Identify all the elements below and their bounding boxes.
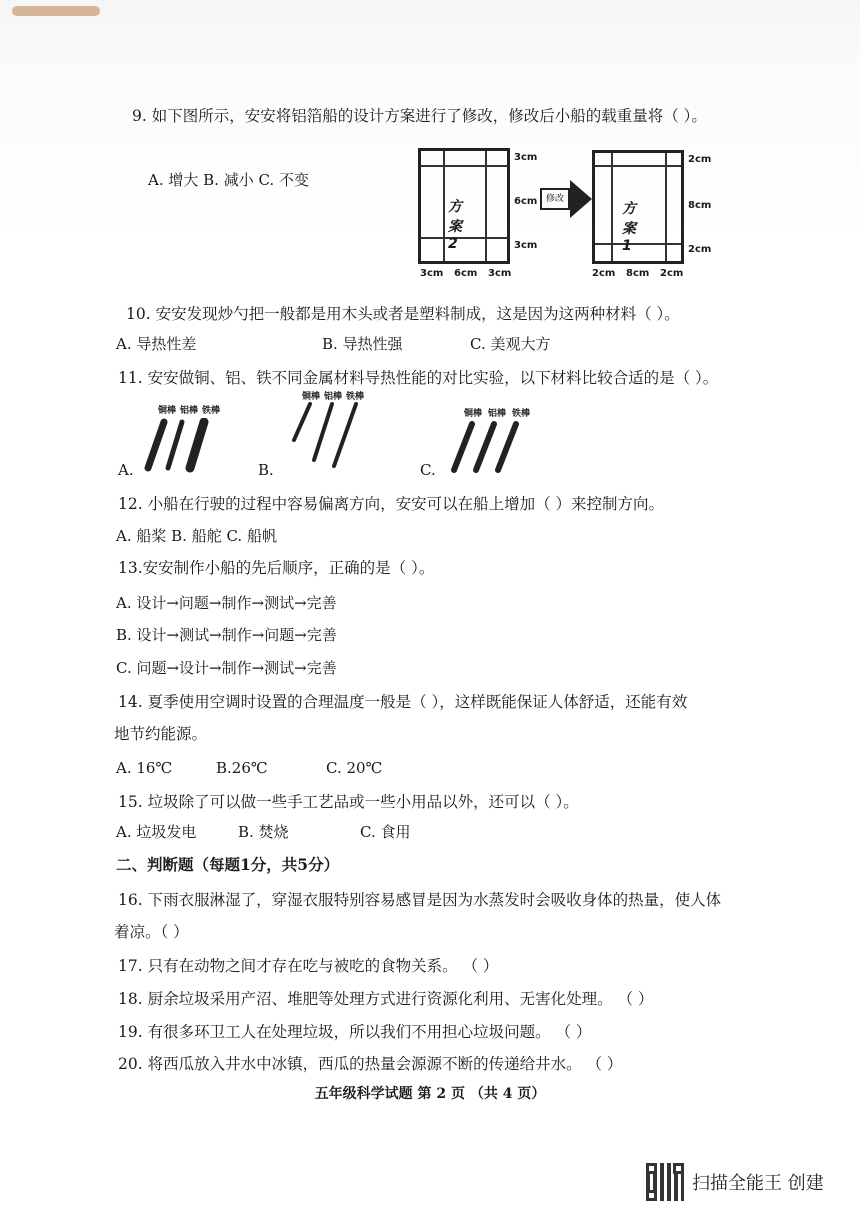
question-9: 9. 如下图所示，安安将铝箔船的设计方案进行了修改，修改后小船的载重量将（ ）。	[132, 107, 707, 125]
modify-arrow-label: 修改	[540, 188, 570, 210]
question-20: 20. 将西瓜放入井水中冰镇，西瓜的热量会源源不断的传递给井水。 （ ）	[118, 1055, 623, 1073]
question-11-option-a: A.	[118, 461, 134, 479]
question-14: 14. 夏季使用空调时设置的合理温度一般是（ ），这样既能保证人体舒适，还能有效	[118, 693, 688, 711]
question-13-option-c: C. 问题→设计→制作→测试→完善	[116, 659, 337, 677]
plan-2-side-dim-3: 3cm	[514, 240, 538, 251]
plan-1-bottom-dim-2: 8cm	[626, 268, 650, 279]
scan-edge-mark	[12, 6, 100, 16]
page-footer: 五年级科学试题 第 2 页 （共 4 页）	[314, 1086, 546, 1102]
rod-label-aluminum: 铝棒	[324, 392, 343, 402]
question-9-options: A. 增大 B. 减小 C. 不变	[148, 171, 309, 189]
question-16: 16. 下雨衣服淋湿了，穿湿衣服特别容易感冒是因为水蒸发时会吸收身体的热量，使人体	[118, 891, 722, 909]
plan-1-side-dim-2: 8cm	[688, 200, 712, 211]
plan-2-bottom-dim-1: 3cm	[420, 268, 444, 279]
question-10: 10. 安安发现炒勺把一般都是用木头或者是塑料制成，这是因为这两种材料（ ）。	[126, 305, 680, 323]
modify-arrow-icon	[570, 180, 592, 218]
rods-a-graphic	[140, 418, 220, 474]
question-15: 15. 垃圾除了可以做一些手工艺品或一些小用品以外，还可以（ ）。	[118, 793, 579, 811]
question-10-option-a: A. 导热性差	[116, 335, 197, 353]
question-13-option-a: A. 设计→问题→制作→测试→完善	[116, 594, 337, 612]
question-14-option-b: B.26℃	[216, 759, 268, 777]
qr-code-icon	[646, 1163, 684, 1201]
plan-2-box	[418, 148, 510, 264]
question-19: 19. 有很多环卫工人在处理垃圾，所以我们不用担心垃圾问题。 （ ）	[118, 1023, 592, 1041]
plan-1-side-dim-1: 2cm	[688, 154, 712, 165]
question-12: 12. 小船在行驶的过程中容易偏离方向，安安可以在船上增加（ ）来控制方向。	[118, 495, 665, 513]
question-11-option-b: B.	[258, 461, 274, 479]
question-14-continued: 地节约能源。	[114, 725, 208, 743]
section-2-heading: 二、判断题（每题1分，共5分）	[116, 855, 340, 874]
question-14-option-a: A. 16℃	[116, 759, 173, 777]
plan-2-label: 方案2	[448, 199, 462, 252]
plan-2-side-dim-2: 6cm	[514, 196, 538, 207]
plan-1-box	[592, 150, 684, 264]
rods-c-graphic	[444, 420, 534, 476]
watermark-text: 扫描全能王 创建	[692, 1173, 824, 1194]
rod-label-iron: 铁棒	[346, 392, 365, 402]
plan-2-bottom-dim-3: 3cm	[488, 268, 512, 279]
question-14-option-c: C. 20℃	[326, 759, 383, 777]
question-18: 18. 厨余垃圾采用产沼、堆肥等处理方式进行资源化利用、无害化处理。 （ ）	[118, 990, 654, 1008]
question-10-option-c: C. 美观大方	[470, 335, 551, 353]
plan-1-side-dim-3: 2cm	[688, 244, 712, 255]
plan-2-side-dim-1: 3cm	[514, 152, 538, 163]
question-11-option-c: C.	[420, 461, 436, 479]
plan-1-label: 方案1	[622, 201, 636, 254]
rod-label-aluminum: 铝棒	[180, 406, 199, 416]
question-15-option-b: B. 焚烧	[238, 823, 289, 841]
plan-1-bottom-dim-1: 2cm	[592, 268, 616, 279]
question-15-option-a: A. 垃圾发电	[116, 823, 197, 841]
plan-1-bottom-dim-3: 2cm	[660, 268, 684, 279]
rod-label-copper: 铜棒	[158, 406, 177, 416]
question-12-options: A. 船桨 B. 船舵 C. 船帆	[116, 527, 277, 545]
question-13: 13.安安制作小船的先后顺序，正确的是（ ）。	[118, 559, 435, 577]
plan-2-bottom-dim-2: 6cm	[454, 268, 478, 279]
question-15-option-c: C. 食用	[360, 823, 411, 841]
question-17: 17. 只有在动物之间才存在吃与被吃的食物关系。 （ ）	[118, 957, 499, 975]
question-16-continued: 着凉。（ ）	[114, 923, 189, 941]
rods-b-graphic	[284, 400, 374, 470]
rod-label-iron: 铁棒	[202, 406, 221, 416]
rod-label-aluminum: 铝棒	[488, 409, 507, 419]
question-13-option-b: B. 设计→测试→制作→问题→完善	[116, 626, 337, 644]
rod-label-copper: 铜棒	[302, 392, 321, 402]
rod-label-iron: 铁棒	[512, 409, 531, 419]
question-10-option-b: B. 导热性强	[322, 335, 403, 353]
rod-label-copper: 铜棒	[464, 409, 483, 419]
question-11: 11. 安安做铜、铝、铁不同金属材料导热性能的对比实验，以下材料比较合适的是（ ）。	[118, 369, 719, 387]
scanner-watermark	[646, 1163, 824, 1201]
